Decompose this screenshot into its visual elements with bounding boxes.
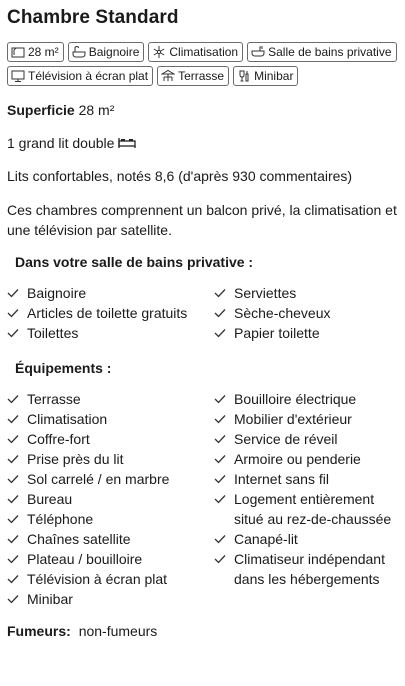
amenity-label: Sol carrelé / en marbre (27, 471, 170, 487)
amenity-label: Mobilier d'extérieur (234, 411, 352, 427)
bathtub-icon (72, 45, 86, 59)
amenity-label: Bureau (27, 491, 73, 507)
checkmark-icon (7, 303, 19, 323)
equipment-col-left (7, 389, 214, 609)
checkmark-icon (7, 449, 19, 469)
smoking-policy (7, 621, 397, 641)
amenity-item (214, 549, 399, 589)
amenity-label: Téléphone (27, 511, 94, 527)
checkmark-icon (214, 529, 226, 549)
amenity-label: Minibar (27, 591, 73, 607)
room-description: Ces chambres comprennent un balcon privé, la climatisation et une télévision par satellite. (7, 202, 397, 238)
amenity-label: Plateau / bouilloire (27, 551, 143, 567)
tag-label: Terrasse (178, 69, 225, 83)
checkmark-icon (214, 389, 226, 409)
checkmark-icon (7, 529, 19, 549)
amenity-label: Logement entièrement situé au rez-de-chaussée (234, 491, 392, 527)
amenity-label: Terrasse (27, 391, 81, 407)
amenity-item (7, 283, 214, 303)
checkmark-icon (214, 489, 226, 509)
equipment-amenities (7, 389, 397, 609)
bed-rating: Lits confortables, notés 8,6 (d'après 930 commentaires) (7, 168, 353, 184)
amenity-label: Internet sans fil (234, 471, 329, 487)
amenity-label: Toilettes (27, 325, 79, 341)
equipment-col-right (214, 389, 399, 609)
amenity-item (7, 323, 214, 343)
tag-minibar (233, 66, 298, 86)
minibar-icon (237, 69, 251, 83)
tag-size (7, 42, 64, 62)
checkmark-icon (214, 283, 226, 303)
room-size-value: 28 m² (78, 102, 115, 118)
amenity-label: Climatisation (27, 411, 108, 427)
tag-label: Télévision à écran plat (28, 69, 149, 83)
checkmark-icon (7, 469, 19, 489)
checkmark-icon (214, 429, 226, 449)
amenity-label: Coffre-fort (27, 431, 90, 447)
room-title: Chambre Standard (7, 7, 179, 28)
amenity-label: Sèche-cheveux (234, 305, 331, 321)
amenity-item (7, 569, 214, 589)
bed-info (7, 133, 397, 153)
amenity-item (7, 489, 214, 509)
checkmark-icon (7, 569, 19, 589)
tv-icon (11, 69, 25, 83)
tag-bathroom (247, 42, 396, 62)
checkmark-icon (214, 409, 226, 429)
amenity-label: Baignoire (27, 285, 87, 301)
bathroom-heading: Dans votre salle de bains privative : (15, 254, 254, 270)
amenity-label: Chaînes satellite (27, 531, 131, 547)
amenity-item (7, 529, 214, 549)
tag-bathtub (68, 42, 145, 62)
room-size (7, 100, 397, 120)
bathroom-col-right (214, 283, 399, 343)
checkmark-icon (7, 429, 19, 449)
amenity-item (7, 429, 214, 449)
facility-tags (7, 42, 399, 86)
amenity-item (7, 449, 214, 469)
amenity-item (7, 589, 214, 609)
checkmark-icon (7, 489, 19, 509)
amenity-label: Service de réveil (234, 431, 338, 447)
amenity-label: Canapé-lit (234, 531, 298, 547)
ruler-icon (11, 45, 25, 59)
tag-label: Salle de bains privative (268, 45, 392, 59)
amenity-item (214, 409, 399, 429)
amenity-item (214, 489, 399, 529)
tag-aircon (148, 42, 243, 62)
amenity-item (7, 549, 214, 569)
amenity-item (214, 389, 399, 409)
amenity-item (214, 449, 399, 469)
checkmark-icon (7, 283, 19, 303)
amenity-item (214, 323, 399, 343)
tag-label: 28 m² (28, 45, 59, 59)
bathroom-col-left (7, 283, 214, 343)
amenity-item (7, 509, 214, 529)
tag-terrace (157, 66, 229, 86)
checkmark-icon (7, 323, 19, 343)
amenity-label: Serviettes (234, 285, 297, 301)
amenity-item (7, 389, 214, 409)
amenity-item (7, 409, 214, 429)
amenity-item (214, 429, 399, 449)
checkmark-icon (214, 449, 226, 469)
checkmark-icon (7, 509, 19, 529)
amenity-label: Papier toilette (234, 325, 320, 341)
amenity-label: Armoire ou penderie (234, 451, 361, 467)
amenity-item (7, 303, 214, 323)
equipment-heading: Équipements : (15, 360, 112, 376)
checkmark-icon (214, 549, 226, 569)
amenity-item (214, 303, 399, 323)
amenity-item (214, 529, 399, 549)
amenity-label: Articles de toilette gratuits (27, 305, 188, 321)
bathroom-amenities (7, 283, 397, 343)
checkmark-icon (214, 469, 226, 489)
amenity-label: Bouilloire électrique (234, 391, 357, 407)
checkmark-icon (7, 409, 19, 429)
checkmark-icon (214, 323, 226, 343)
amenity-label: Télévision à écran plat (27, 571, 168, 587)
smoking-label: Fumeurs: (7, 623, 71, 639)
checkmark-icon (7, 549, 19, 569)
amenity-label: Prise près du lit (27, 451, 124, 467)
amenity-item (7, 469, 214, 489)
tag-label: Minibar (254, 69, 294, 83)
bed-label: 1 grand lit double (7, 135, 115, 151)
room-size-label: Superficie (7, 102, 75, 118)
checkmark-icon (7, 589, 19, 609)
tag-tv (7, 66, 153, 86)
amenity-label: Climatiseur indépendant dans les hébergements (234, 551, 385, 587)
tag-label: Climatisation (169, 45, 239, 59)
terrace-icon (161, 69, 175, 83)
bed-icon (118, 137, 136, 149)
tag-label: Baignoire (88, 45, 140, 59)
smoking-value: non-fumeurs (78, 623, 158, 639)
checkmark-icon (7, 389, 19, 409)
snowflake-icon (152, 45, 166, 59)
amenity-item (214, 469, 399, 489)
amenity-item (214, 283, 399, 303)
checkmark-icon (214, 303, 226, 323)
bathroom-icon (251, 45, 265, 59)
